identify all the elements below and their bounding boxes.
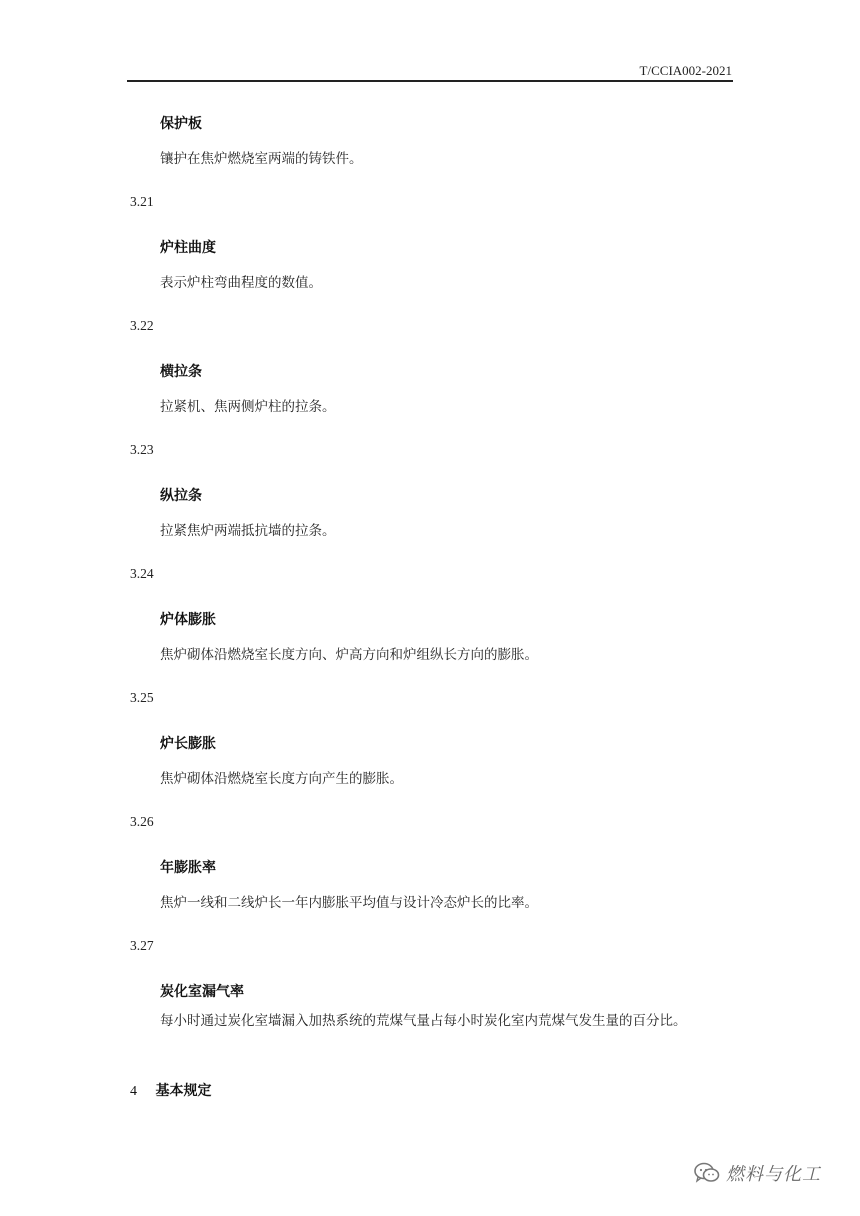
section-number: 4 (130, 1084, 137, 1099)
term-title: 炉体膨胀 (160, 612, 216, 628)
term-definition: 表示炉柱弯曲程度的数值。 (160, 275, 322, 291)
wechat-watermark (694, 1160, 821, 1186)
clause-number: 3.21 (130, 194, 154, 209)
term-title: 保护板 (160, 116, 202, 132)
term-definition: 镶护在焦炉燃烧室两端的铸铁件。 (160, 151, 363, 167)
term-title: 纵拉条 (160, 488, 202, 504)
term-definition: 焦炉一线和二线炉长一年内膨胀平均值与设计冷态炉长的比率。 (160, 895, 538, 911)
term-title: 年膨胀率 (160, 860, 216, 876)
term-title: 横拉条 (160, 364, 202, 380)
header-rule (127, 80, 733, 82)
term-title: 炭化室漏气率 (160, 984, 244, 1000)
term-title: 炉长膨胀 (160, 736, 216, 752)
section-heading (130, 1080, 211, 1100)
term-definition: 焦炉砌体沿燃烧室长度方向产生的膨胀。 (160, 771, 403, 787)
clause-number: 3.22 (130, 318, 154, 333)
clause-number: 3.24 (130, 566, 154, 581)
clause-number: 3.23 (130, 442, 154, 457)
term-title: 炉柱曲度 (160, 240, 216, 256)
term-definition: 每小时通过炭化室墙漏入加热系统的荒煤气量占每小时炭化室内荒煤气发生量的百分比。 (160, 1013, 687, 1029)
clause-number: 3.26 (130, 814, 154, 829)
term-definition: 拉紧机、焦两侧炉柱的拉条。 (160, 399, 336, 415)
document-code: T/CCIA002-2021 (639, 63, 732, 78)
wechat-icon (694, 1162, 720, 1184)
term-definition: 焦炉砌体沿燃烧室长度方向、炉高方向和炉组纵长方向的膨胀。 (160, 647, 538, 663)
clause-number: 3.25 (130, 690, 154, 705)
term-definition: 拉紧焦炉两端抵抗墙的拉条。 (160, 523, 336, 539)
section-title: 基本规定 (155, 1083, 212, 1099)
watermark-text: 燃料与化工 (726, 1164, 821, 1185)
clause-number: 3.27 (130, 938, 154, 953)
